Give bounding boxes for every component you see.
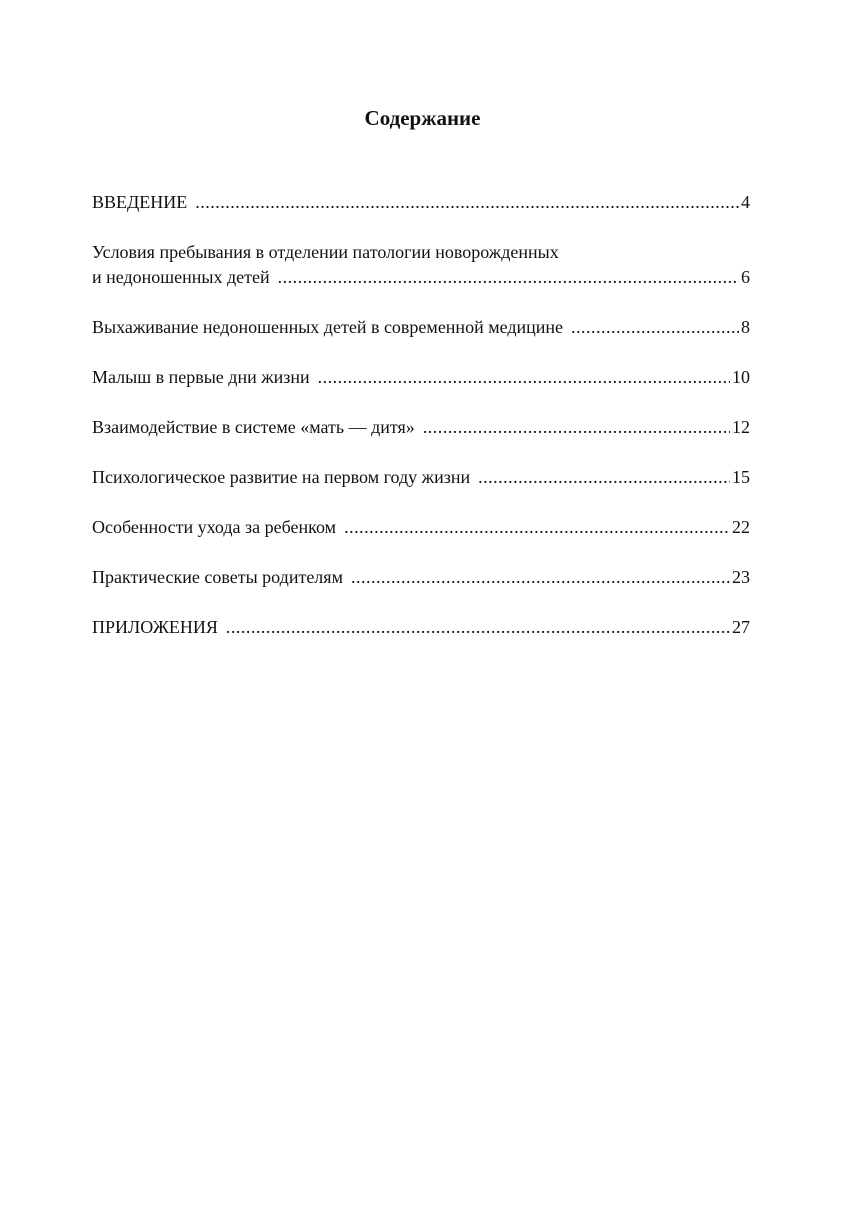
dot-leader bbox=[195, 190, 739, 215]
toc-entry-introduction[interactable] bbox=[92, 190, 750, 215]
toc-line bbox=[92, 315, 750, 340]
toc-entry-appendices[interactable] bbox=[92, 615, 750, 640]
toc-entry-text-line1: Условия пребывания в отделении патологии новорожденных bbox=[92, 242, 559, 262]
toc-line bbox=[92, 515, 750, 540]
toc-entry-psychological-development[interactable] bbox=[92, 465, 750, 490]
dot-leader bbox=[344, 515, 730, 540]
toc-line bbox=[92, 265, 750, 290]
toc-page-number: 27 bbox=[732, 617, 750, 637]
toc-line bbox=[92, 365, 750, 390]
dot-leader bbox=[226, 615, 730, 640]
toc-page-number: 10 bbox=[732, 367, 750, 387]
toc-line bbox=[92, 465, 750, 490]
toc-entry-text: Психологическое развитие на первом году жизни bbox=[92, 467, 471, 487]
toc-entry-first-days[interactable] bbox=[92, 365, 750, 390]
toc-entry-parent-advice[interactable] bbox=[92, 565, 750, 590]
toc-entry-text: Выхаживание недоношенных детей в современной медицине bbox=[92, 317, 564, 337]
toc-entry-text: ПРИЛОЖЕНИЯ bbox=[92, 617, 218, 637]
toc-entry-text: Особенности ухода за ребенком bbox=[92, 517, 337, 537]
dot-leader bbox=[571, 315, 739, 340]
toc-entry-hospital-conditions[interactable] bbox=[92, 240, 750, 290]
toc-line bbox=[92, 190, 750, 215]
toc-line bbox=[92, 415, 750, 440]
page-title: Содержание bbox=[364, 106, 481, 130]
dot-leader bbox=[478, 465, 730, 490]
toc-page-number: 22 bbox=[732, 517, 750, 537]
toc-page-number: 6 bbox=[741, 267, 750, 287]
toc-entry-text: и недоношенных детей bbox=[92, 267, 270, 287]
toc-page-number: 12 bbox=[732, 417, 750, 437]
dot-leader bbox=[318, 365, 730, 390]
toc-entry-text: Практические советы родителям bbox=[92, 567, 343, 587]
toc-entry-text: Малыш в первые дни жизни bbox=[92, 367, 310, 387]
toc-line bbox=[92, 615, 750, 640]
dot-leader bbox=[278, 265, 739, 290]
toc-page-number: 4 bbox=[741, 192, 750, 212]
table-of-contents bbox=[92, 190, 750, 665]
toc-entry-care-features[interactable] bbox=[92, 515, 750, 540]
toc-page-number: 15 bbox=[732, 467, 750, 487]
toc-page-number: 8 bbox=[741, 317, 750, 337]
toc-entry-text: Взаимодействие в системе «мать — дитя» bbox=[92, 417, 415, 437]
toc-line bbox=[92, 565, 750, 590]
toc-entry-text: ВВЕДЕНИЕ bbox=[92, 192, 188, 212]
dot-leader bbox=[423, 415, 730, 440]
toc-entry-mother-child[interactable] bbox=[92, 415, 750, 440]
toc-page-number: 23 bbox=[732, 567, 750, 587]
toc-entry-nursing[interactable] bbox=[92, 315, 750, 340]
dot-leader bbox=[351, 565, 730, 590]
